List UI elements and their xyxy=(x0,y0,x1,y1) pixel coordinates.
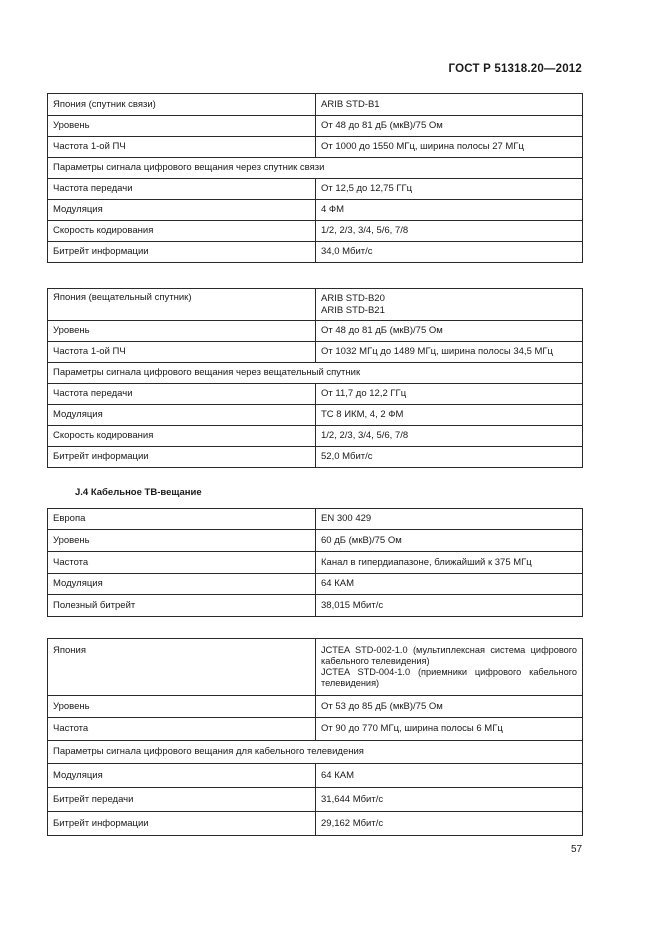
row-label: Частота xyxy=(48,552,316,574)
row-label: Частота xyxy=(48,718,316,741)
row-value: От 12,5 до 12,75 ГГц xyxy=(316,179,583,200)
table-row-section xyxy=(48,363,583,384)
row-label: Уровень xyxy=(48,116,316,137)
spec-table-satellite-comm xyxy=(47,93,583,263)
row-value: От 1000 до 1550 МГц, ширина полосы 27 МГц xyxy=(316,137,583,158)
row-label: Скорость кодирования xyxy=(48,221,316,242)
row-value: От 90 до 770 МГц, ширина полосы 6 МГц xyxy=(316,718,583,741)
row-label: Япония xyxy=(48,639,316,696)
table-row xyxy=(48,94,583,116)
table-row xyxy=(48,812,583,836)
row-label: Битрейт информации xyxy=(48,447,316,468)
table-row xyxy=(48,552,583,574)
spec-table-broadcast-satellite xyxy=(47,288,583,468)
row-label: Модуляция xyxy=(48,200,316,221)
row-label: Битрейт передачи xyxy=(48,788,316,812)
row-value: От 48 до 81 дБ (мкВ)/75 Ом xyxy=(316,116,583,137)
row-section-label: Параметры сигнала цифрового вещания для кабельного телевидения xyxy=(48,741,583,764)
row-value: EN 300 429 xyxy=(316,509,583,530)
row-label: Битрейт информации xyxy=(48,812,316,836)
table-row xyxy=(48,639,583,696)
row-value: От 11,7 до 12,2 ГГц xyxy=(316,384,583,405)
table-row xyxy=(48,116,583,137)
section-title: J.4 Кабельное ТВ-вещание xyxy=(75,487,202,498)
table-row xyxy=(48,718,583,741)
table-row xyxy=(48,179,583,200)
row-label: Уровень xyxy=(48,321,316,342)
spec-table-cable-japan xyxy=(47,638,583,836)
table-row xyxy=(48,447,583,468)
row-value: 64 КАМ xyxy=(316,574,583,595)
table-row xyxy=(48,221,583,242)
row-label: Частота передачи xyxy=(48,384,316,405)
table-row xyxy=(48,788,583,812)
row-label: Модуляция xyxy=(48,405,316,426)
table-row xyxy=(48,242,583,263)
row-label: Битрейт информации xyxy=(48,242,316,263)
row-value: 64 КАМ xyxy=(316,764,583,788)
spec-table-cable-europe xyxy=(47,508,583,617)
table-row xyxy=(48,696,583,718)
table-row xyxy=(48,342,583,363)
row-label: Уровень xyxy=(48,696,316,718)
row-value: 34,0 Мбит/с xyxy=(316,242,583,263)
table-row xyxy=(48,574,583,595)
row-value: JCTEA STD-002-1.0 (мультиплексная система цифрового кабельного телевидения) JCTEA STD-004-1.0 (приемники цифрового кабельного телевидения) xyxy=(316,639,583,696)
row-value: ТС 8 ИКМ, 4, 2 ФМ xyxy=(316,405,583,426)
row-value: 1/2, 2/3, 3/4, 5/6, 7/8 xyxy=(316,221,583,242)
row-value: ARIB STD-B20 ARIB STD-B21 xyxy=(316,289,583,321)
row-value: 31,644 Мбит/с xyxy=(316,788,583,812)
row-label: Полезный битрейт xyxy=(48,595,316,617)
table-row-section xyxy=(48,158,583,179)
table-row xyxy=(48,405,583,426)
row-value: Канал в гипердиапазоне, ближайший к 375 МГц xyxy=(316,552,583,574)
row-section-label: Параметры сигнала цифрового вещания через спутник связи xyxy=(48,158,583,179)
row-label: Частота 1-ой ПЧ xyxy=(48,137,316,158)
row-label: Япония (спутник связи) xyxy=(48,94,316,116)
table-row xyxy=(48,200,583,221)
row-value: От 53 до 85 дБ (мкВ)/75 Ом xyxy=(316,696,583,718)
row-label: Модуляция xyxy=(48,764,316,788)
row-section-label: Параметры сигнала цифрового вещания через вещательный спутник xyxy=(48,363,583,384)
row-value: 38,015 Мбит/с xyxy=(316,595,583,617)
row-label: Европа xyxy=(48,509,316,530)
table-row xyxy=(48,509,583,530)
row-value: От 48 до 81 дБ (мкВ)/75 Ом xyxy=(316,321,583,342)
row-value: ARIB STD-B1 xyxy=(316,94,583,116)
table-row-section xyxy=(48,741,583,764)
table-row xyxy=(48,137,583,158)
table-row xyxy=(48,426,583,447)
row-value: От 1032 МГц до 1489 МГц, ширина полосы 34,5 МГц xyxy=(316,342,583,363)
row-value: 1/2, 2/3, 3/4, 5/6, 7/8 xyxy=(316,426,583,447)
table-row xyxy=(48,384,583,405)
page-number: 57 xyxy=(571,844,583,855)
row-label: Частота передачи xyxy=(48,179,316,200)
table-row xyxy=(48,764,583,788)
row-label: Частота 1-ой ПЧ xyxy=(48,342,316,363)
table-row xyxy=(48,595,583,617)
table-row xyxy=(48,289,583,321)
document-header: ГОСТ Р 51318.20—2012 xyxy=(448,63,582,75)
row-value: 4 ФМ xyxy=(316,200,583,221)
row-value: 60 дБ (мкВ)/75 Ом xyxy=(316,530,583,552)
row-label: Скорость кодирования xyxy=(48,426,316,447)
row-label: Япония (вещательный спутник) xyxy=(48,289,316,321)
row-label: Модуляция xyxy=(48,574,316,595)
row-value: 29,162 Мбит/с xyxy=(316,812,583,836)
table-row xyxy=(48,530,583,552)
row-label: Уровень xyxy=(48,530,316,552)
row-value: 52,0 Мбит/с xyxy=(316,447,583,468)
table-row xyxy=(48,321,583,342)
